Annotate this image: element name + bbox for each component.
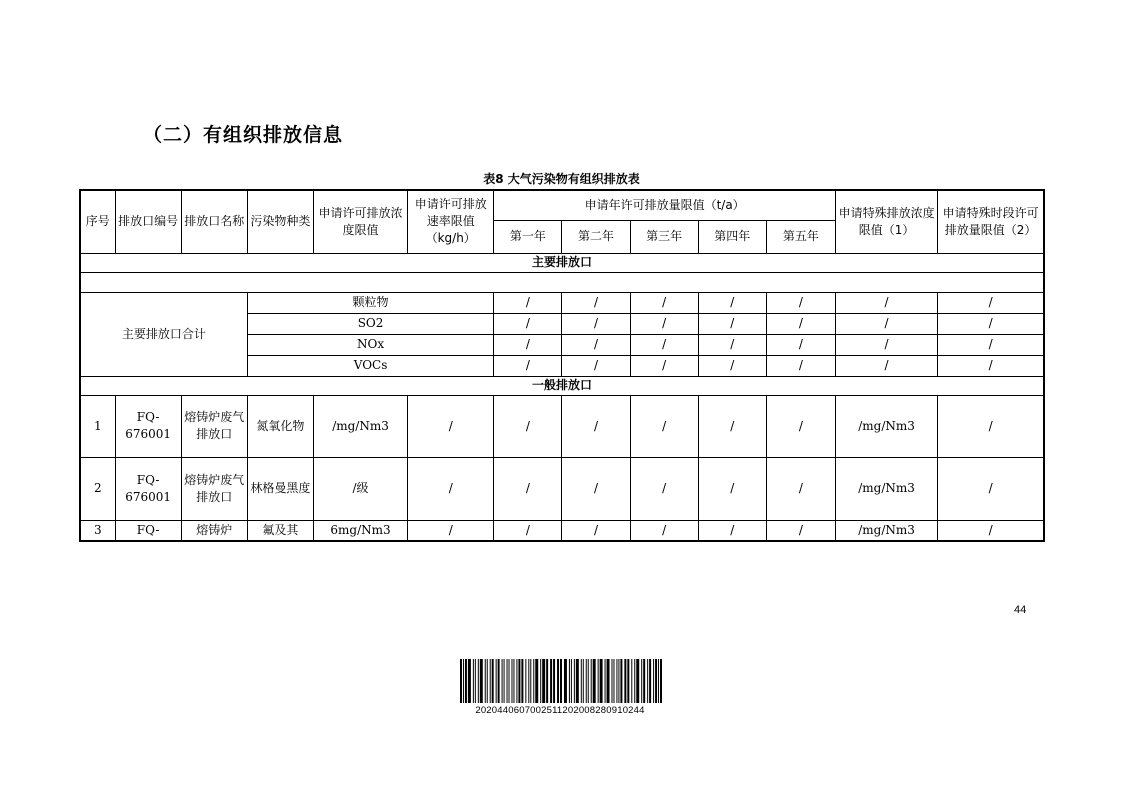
barcode-bar	[607, 659, 610, 703]
header-year-2: 第二年	[562, 220, 630, 253]
page-number: 44	[1014, 604, 1027, 616]
row-seq: 3	[80, 520, 115, 541]
row-year-1: /	[494, 520, 562, 541]
barcode-bar	[658, 659, 659, 703]
cell-value: /	[766, 334, 835, 355]
barcode-bar	[487, 659, 488, 703]
header-seq: 序号	[80, 190, 115, 253]
barcode-bar	[627, 659, 629, 703]
barcode-bar	[636, 659, 639, 703]
cell-value: /	[562, 355, 630, 376]
barcode-bar	[653, 659, 654, 703]
barcode-bar	[468, 659, 471, 703]
barcode-bar	[475, 659, 476, 703]
header-year-3: 第三年	[630, 220, 698, 253]
total-pollutant: SO2	[247, 313, 493, 334]
cell-value: /	[630, 292, 698, 313]
barcode-bar	[586, 659, 587, 703]
cell-value: /	[698, 355, 766, 376]
barcode-bar	[513, 659, 514, 703]
barcode-bar	[518, 659, 520, 703]
row-special-conc: /mg/Nm3	[835, 395, 937, 457]
barcode-bar	[557, 659, 559, 703]
cell-value: /	[494, 313, 562, 334]
header-row-1	[80, 190, 1044, 220]
header-conc-limit: 申请许可排放浓度限值	[313, 190, 407, 253]
row-pollutant: 氮氧化物	[247, 395, 313, 457]
barcode-bar	[634, 659, 635, 703]
row-rate: /	[408, 520, 494, 541]
emission-table	[79, 189, 1045, 542]
barcode	[460, 659, 662, 703]
barcode-bar	[576, 659, 579, 703]
general-section-row	[80, 376, 1044, 395]
barcode-bar	[564, 659, 567, 703]
row-pollutant: 林格曼黑度	[247, 457, 313, 520]
row-code: FQ-676001	[115, 395, 181, 457]
row-pollutant: 氟及其	[247, 520, 313, 541]
row-special-conc: /mg/Nm3	[835, 520, 937, 541]
barcode-bar	[528, 659, 529, 703]
barcode-bar	[612, 659, 613, 703]
cell-value: /	[698, 334, 766, 355]
barcode-bar	[581, 659, 582, 703]
cell-value: /	[630, 355, 698, 376]
section-title: （二）有组织排放信息	[143, 124, 344, 146]
table-caption: 表8 大气污染物有组织排放表	[483, 172, 640, 186]
barcode-bar	[480, 659, 483, 703]
barcode-bar	[660, 659, 662, 703]
barcode-bar	[507, 659, 508, 703]
barcode-bar	[569, 659, 570, 703]
cell-value: /	[835, 334, 937, 355]
barcode-bar	[574, 659, 575, 703]
row-year-3: /	[630, 457, 698, 520]
cell-value: /	[835, 292, 937, 313]
barcode-bar	[516, 659, 517, 703]
header-year-1: 第一年	[494, 220, 562, 253]
barcode-bar	[485, 659, 486, 703]
cell-value: /	[938, 355, 1044, 376]
barcode-bar	[509, 659, 510, 703]
table-row	[80, 520, 1044, 541]
row-year-5: /	[766, 457, 835, 520]
main-section-row	[80, 253, 1044, 272]
barcode-bar	[655, 659, 657, 703]
barcode-bar	[533, 659, 534, 703]
row-year-4: /	[698, 457, 766, 520]
row-year-2: /	[562, 395, 630, 457]
cell-value: /	[835, 355, 937, 376]
cell-value: /	[766, 292, 835, 313]
row-special-period: /	[938, 395, 1044, 457]
row-special-period: /	[938, 520, 1044, 541]
main-total-row	[80, 292, 1044, 313]
row-year-1: /	[494, 395, 562, 457]
total-pollutant: NOx	[247, 334, 493, 355]
barcode-bar	[492, 659, 494, 703]
barcode-bar	[631, 659, 632, 703]
cell-value: /	[630, 334, 698, 355]
barcode-bar	[535, 659, 538, 703]
barcode-bar	[473, 659, 474, 703]
barcode-bar	[496, 659, 497, 703]
barcode-bar	[593, 659, 596, 703]
barcode-bar	[465, 659, 467, 703]
total-pollutant: VOCs	[247, 355, 493, 376]
barcode-bar	[540, 659, 541, 703]
cell-value: /	[698, 313, 766, 334]
header-outlet-code: 排放口编号	[115, 190, 181, 253]
row-name: 熔铸炉	[181, 520, 247, 541]
row-special-conc: /mg/Nm3	[835, 457, 937, 520]
row-rate: /	[408, 395, 494, 457]
barcode-bar	[605, 659, 606, 703]
barcode-bar	[504, 659, 505, 703]
cell-value: /	[938, 313, 1044, 334]
cell-value: /	[494, 355, 562, 376]
cell-value: /	[938, 292, 1044, 313]
row-code: FQ-	[115, 520, 181, 541]
barcode-bar	[591, 659, 592, 703]
row-year-3: /	[630, 395, 698, 457]
barcode-bar	[560, 659, 562, 703]
barcode-bar	[478, 659, 479, 703]
row-year-2: /	[562, 457, 630, 520]
barcode-bar	[643, 659, 645, 703]
barcode-bar	[521, 659, 523, 703]
empty-cell	[80, 272, 1044, 292]
row-seq: 1	[80, 395, 115, 457]
barcode-bar	[502, 659, 503, 703]
main-empty-row	[80, 272, 1044, 292]
barcode-number: 2020440607002511202008280910244	[475, 705, 645, 716]
barcode-bar	[583, 659, 584, 703]
barcode-bar	[598, 659, 599, 703]
barcode-bar	[620, 659, 622, 703]
barcode-bar	[647, 659, 648, 703]
barcode-bar	[641, 659, 642, 703]
row-year-3: /	[630, 520, 698, 541]
table-row	[80, 395, 1044, 457]
cell-value: /	[835, 313, 937, 334]
header-special-period: 申请特殊时段许可排放量限值（2）	[938, 190, 1044, 253]
cell-value: /	[938, 334, 1044, 355]
cell-value: /	[766, 355, 835, 376]
cell-value: /	[494, 292, 562, 313]
general-section-label: 一般排放口	[80, 376, 1044, 395]
cell-value: /	[766, 313, 835, 334]
barcode-bar	[490, 659, 491, 703]
header-outlet-name: 排放口名称	[181, 190, 247, 253]
row-year-1: /	[494, 457, 562, 520]
barcode-bar	[649, 659, 651, 703]
main-section-label: 主要排放口	[80, 253, 1044, 272]
row-year-2: /	[562, 520, 630, 541]
barcode-bar	[571, 659, 572, 703]
total-pollutant: 颗粒物	[247, 292, 493, 313]
row-conc: /级	[313, 457, 407, 520]
barcode-bar	[525, 659, 526, 703]
barcode-bar	[600, 659, 603, 703]
cell-value: /	[562, 334, 630, 355]
header-year-5: 第五年	[766, 220, 835, 253]
row-special-period: /	[938, 457, 1044, 520]
row-code: FQ-676001	[115, 457, 181, 520]
barcode-bar	[530, 659, 531, 703]
main-total-label: 主要排放口合计	[80, 292, 247, 376]
table-row	[80, 457, 1044, 520]
row-year-4: /	[698, 520, 766, 541]
barcode-bar	[463, 659, 464, 703]
cell-value: /	[562, 292, 630, 313]
row-year-4: /	[698, 395, 766, 457]
barcode-bar	[460, 659, 462, 703]
row-conc: /mg/Nm3	[313, 395, 407, 457]
barcode-bar	[542, 659, 545, 703]
barcode-bar	[618, 659, 619, 703]
header-year-4: 第四年	[698, 220, 766, 253]
barcode-bar	[613, 659, 614, 703]
header-rate-limit: 申请许可排放速率限值（kg/h）	[408, 190, 494, 253]
cell-value: /	[630, 313, 698, 334]
header-pollutant: 污染物种类	[247, 190, 313, 253]
barcode-bar	[588, 659, 589, 703]
row-seq: 2	[80, 457, 115, 520]
barcode-bar	[498, 659, 500, 703]
cell-value: /	[562, 313, 630, 334]
row-conc: 6mg/Nm3	[313, 520, 407, 541]
cell-value: /	[494, 334, 562, 355]
barcode-bar	[624, 659, 626, 703]
barcode-bar	[550, 659, 552, 703]
barcode-bar	[546, 659, 548, 703]
barcode-bar	[616, 659, 617, 703]
header-annual-limit: 申请年许可排放量限值（t/a）	[494, 190, 836, 220]
row-year-5: /	[766, 395, 835, 457]
row-rate: /	[408, 457, 494, 520]
row-name: 熔铸炉废气排放口	[181, 457, 247, 520]
cell-value: /	[698, 292, 766, 313]
row-year-5: /	[766, 520, 835, 541]
row-name: 熔铸炉废气排放口	[181, 395, 247, 457]
barcode-bar	[511, 659, 512, 703]
barcode-bar	[553, 659, 555, 703]
header-special-conc: 申请特殊排放浓度限值（1）	[835, 190, 937, 253]
